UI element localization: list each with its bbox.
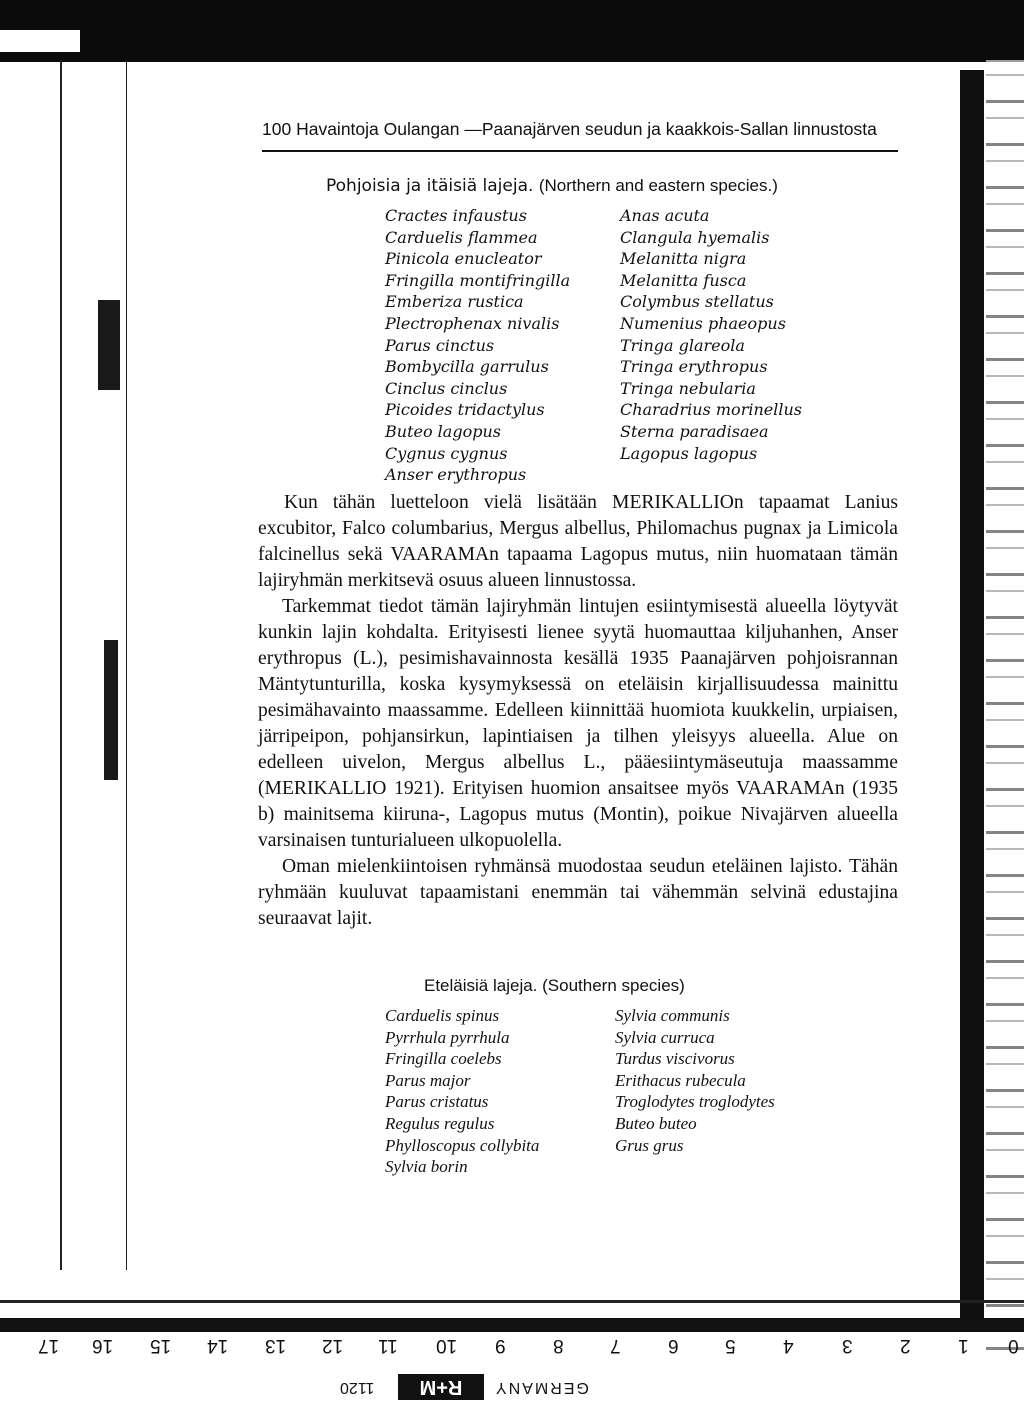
species-item: Plectrophenax nivalis	[385, 313, 560, 333]
species-item: Sylvia communis	[615, 1006, 730, 1025]
ruler-number: 17	[38, 1335, 60, 1356]
ruler-number: 12	[322, 1335, 344, 1356]
species-item: Charadrius morinellus	[620, 400, 802, 420]
species-item: Parus major	[385, 1070, 471, 1090]
ruler-number: 15	[150, 1335, 172, 1356]
scan-left-mark	[98, 300, 120, 390]
ruler-number: 9	[495, 1335, 506, 1356]
scan-right-bar	[960, 70, 984, 1320]
species-item: Turdus viscivorus	[615, 1049, 735, 1069]
species-item: Regulus regulus	[385, 1113, 495, 1133]
scan-left-line	[126, 60, 127, 1270]
species-item: Buteo buteo	[615, 1113, 697, 1133]
species-item: Tringa nebularia	[620, 378, 756, 398]
scan-brand-country: GERMANY	[494, 1379, 589, 1396]
species-item: Grus grus	[615, 1135, 684, 1155]
southern-list-heading	[424, 976, 685, 996]
species-item: Parus cinctus	[385, 335, 495, 355]
scan-bottom-band	[0, 1318, 1024, 1332]
scan-left-line	[60, 60, 62, 1270]
paragraph: Tarkemmat tiedot tämän lajiryhmän lintujen esiintymisestä alueella löytyvät kunkin lajin kohdalta. Erityisesti lienee syytä huomauttaa kiljuhanhen, Anser erythropus (L.), pesimishavainnosta kesällä 1935 Paanajärven pohjoisrannan Mäntytunturilla, koska kysymyksessä on eteläisin kirjallisuudessa mainittu pesimähavainto maassamme. Edelleen kiinnittää huomiota kuukkelin, urpiaisen, järripeipon, pohjansirkun, lapintiaisen ja tilhen yleisyys alueella. Alue on edelleen uivelon, Mergus albellus L., pääesiintymäseutuja maassamme (MERIKALLIO 1921). Erityisen huomion ansaitsee myös VAARAMAn (1935 b) mainitsema kiiruna-, Lagopus mutus (Montin), poikue Nivajärven alueella varsinaisen tunturialueen ulkopuolella.	[258, 596, 898, 851]
ruler-number: 1	[958, 1335, 969, 1356]
species-item: Sylvia borin	[385, 1157, 468, 1177]
body-text	[258, 490, 898, 932]
scan-brand-logo: R+M	[398, 1374, 484, 1400]
species-item: Lagopus lagopus	[620, 443, 758, 463]
species-item: Phylloscopus collybita	[385, 1135, 540, 1155]
northern-species-right	[620, 205, 802, 464]
ruler-number: 3	[842, 1335, 853, 1356]
species-item: Anas acuta	[620, 206, 710, 225]
species-item: Tringa glareola	[620, 335, 745, 355]
scan-brand-number: 1120	[340, 1379, 375, 1396]
northern-list-heading	[326, 176, 778, 196]
ruler-number: 8	[553, 1335, 564, 1356]
header-rule	[262, 150, 898, 152]
page-number: 100	[262, 119, 292, 139]
species-item: Melanitta fusca	[620, 270, 747, 290]
species-item: Pinicola enucleator	[385, 249, 542, 269]
scan-bottom-line	[0, 1300, 1024, 1303]
species-item: Carduelis spinus	[385, 1006, 500, 1025]
species-item: Picoides tridactylus	[385, 400, 545, 420]
species-item: Pyrrhula pyrrhula	[385, 1027, 510, 1047]
species-item: Tringa erythropus	[620, 357, 768, 377]
ruler-number: 16	[92, 1335, 114, 1356]
northern-species-left	[385, 205, 570, 486]
northern-heading-fi: Pohjoisia ja itäisiä lajeja.	[326, 176, 534, 196]
species-item: Cygnus cygnus	[385, 443, 508, 463]
species-item: Erithacus rubecula	[615, 1070, 746, 1090]
species-item: Cractes infaustus	[385, 206, 527, 225]
running-title: Havaintoja Oulangan —Paanajärven seudun ja kaakkois-Sallan linnustosta	[296, 119, 877, 139]
species-item: Fringilla montifringilla	[385, 270, 571, 290]
ruler-number: 14	[207, 1335, 229, 1356]
running-header	[262, 119, 902, 140]
species-item: Buteo lagopus	[385, 421, 501, 441]
northern-heading-en: (Northern and eastern species.)	[538, 176, 778, 195]
species-item: Numenius phaeopus	[620, 313, 786, 333]
species-item: Anser erythropus	[385, 465, 527, 485]
ruler-number: 0	[1008, 1335, 1019, 1356]
species-item: Sylvia curruca	[615, 1027, 715, 1047]
scan-left-mark	[104, 640, 118, 780]
scan-top-band	[0, 0, 1024, 62]
species-item: Sterna paradisaea	[620, 421, 769, 441]
scan-top-gap	[0, 30, 80, 52]
species-item: Clangula hyemalis	[620, 227, 770, 247]
species-item: Troglodytes troglodytes	[615, 1092, 775, 1112]
ruler-number: 4	[783, 1335, 794, 1356]
species-item: Colymbus stellatus	[620, 292, 774, 312]
southern-heading-fi: Eteläisiä lajeja.	[424, 976, 538, 995]
southern-species-right	[615, 1005, 775, 1156]
scan-right-edge	[986, 60, 1024, 1360]
southern-species-left	[385, 1005, 539, 1178]
species-item: Parus cristatus	[385, 1092, 489, 1112]
southern-heading-en: (Southern species)	[542, 976, 685, 995]
paragraph: Kun tähän luetteloon vielä lisätään MERIKALLIOn tapaamat Lanius excubitor, Falco columbarius, Mergus albellus, Philomachus pugnax ja Limicola falcinellus sekä VAARAMAn tapaama Lagopus mutus, niin huomataan tämän lajiryhmän merkitsevä osuus alueen linnustossa.	[258, 492, 898, 591]
species-item: Melanitta nigra	[620, 249, 747, 269]
species-item: Cinclus cinclus	[385, 378, 508, 398]
ruler-number: 11	[378, 1335, 398, 1356]
species-item: Emberiza rustica	[385, 292, 524, 312]
species-item: Fringilla coelebs	[385, 1049, 502, 1069]
paragraph: Oman mielenkiintoisen ryhmänsä muodostaa seudun eteläinen lajisto. Tähän ryhmään kuuluvat tapaamistani enemmän tai vähemmän selvinä edustajina seuraavat lajit.	[258, 856, 898, 929]
ruler-number: 13	[265, 1335, 287, 1356]
species-item: Bombycilla garrulus	[385, 357, 549, 377]
ruler-number: 2	[900, 1335, 911, 1356]
species-item: Carduelis flammea	[385, 227, 538, 247]
ruler-number: 5	[725, 1335, 736, 1356]
scan-ruler	[0, 1334, 1024, 1364]
ruler-number: 7	[610, 1335, 621, 1356]
ruler-number: 10	[436, 1335, 458, 1356]
ruler-number: 6	[668, 1335, 679, 1356]
